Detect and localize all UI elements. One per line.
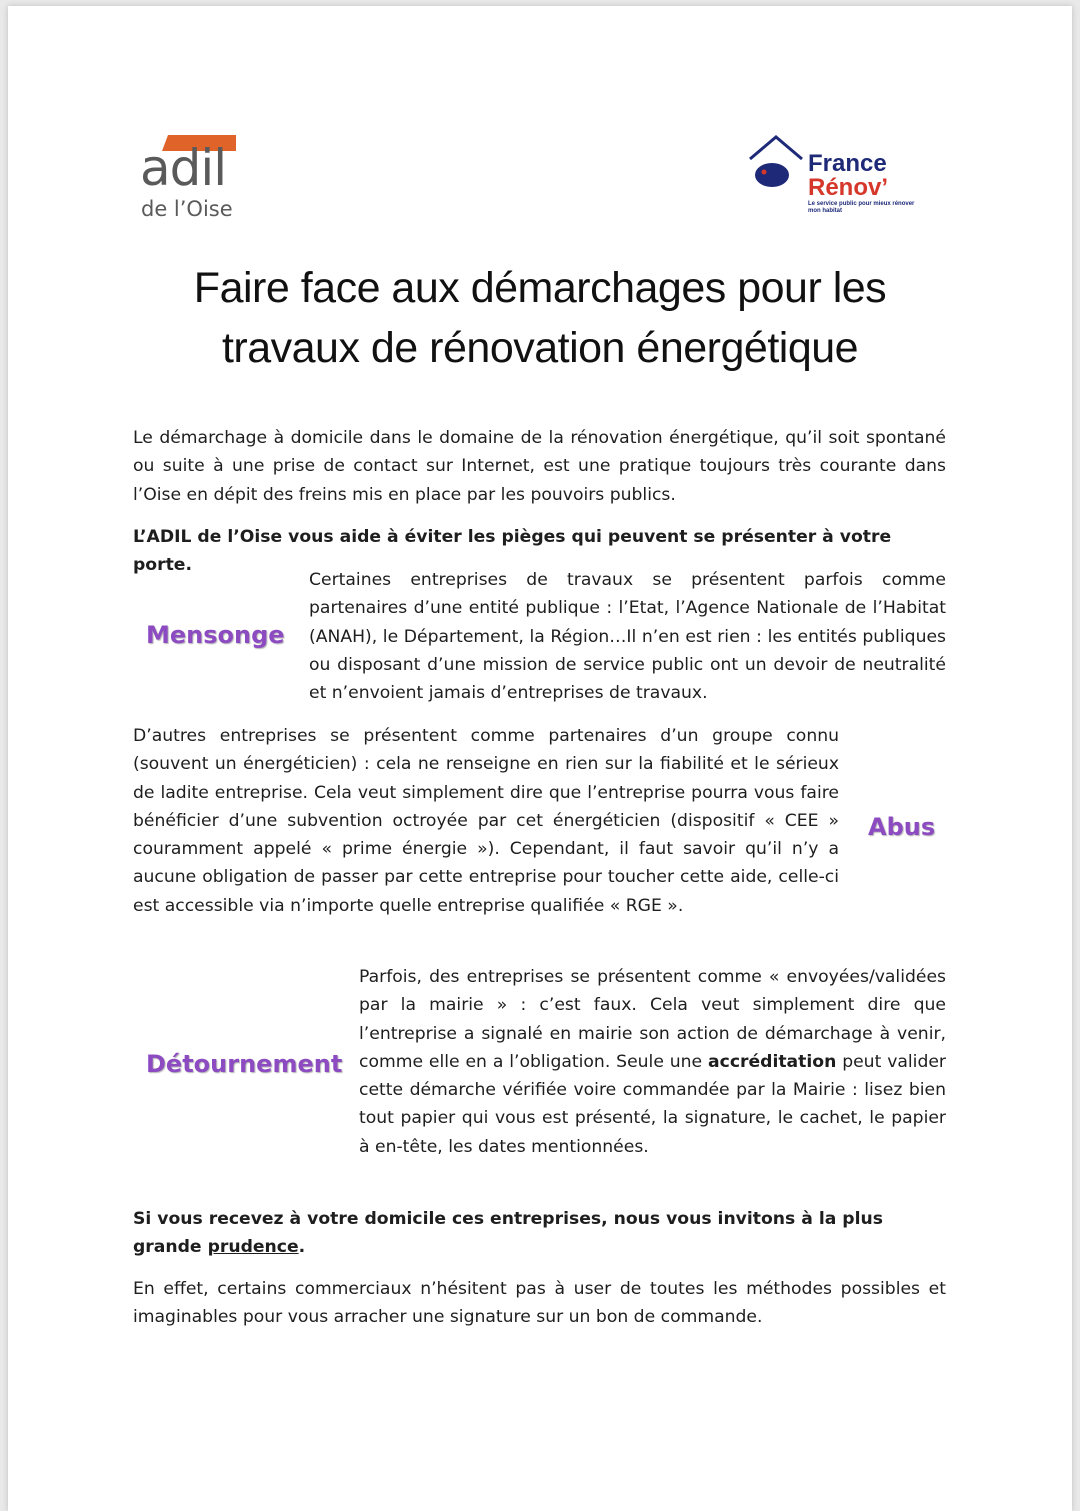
adil-logo-subtitle: de l’Oise <box>141 197 233 221</box>
warning-end: . <box>298 1237 306 1258</box>
france-renov-logo <box>748 135 948 225</box>
tag-mensonge: Mensonge <box>146 621 285 649</box>
tag-abus: Abus <box>868 813 936 841</box>
intro-paragraph: Le démarchage à domicile dans le domaine de la rénovation énergétique, qu’il soit spontané ou suite à une prise de contact sur Internet, est une pratique toujours très courante dans l’Oise en dépit des freins mis en place par les pouvoirs publics. <box>133 428 946 505</box>
abus-paragraph: D’autres entreprises se présentent comme partenaires d’un groupe connu (souvent un énergéticien) : cela ne renseigne en rien sur la fiabilité et le sérieux de ladite entreprise. Cela veut simplement dire que l’entreprise pourra vous faire bénéficier d’une subvention octroyée par cet énergéticien (dispositif « CEE » couramment appelé « prime énergie »). Cependant, il faut savoir qu’il n’y a aucune obligation de passer par cette entreprise pour toucher cette aide, celle-ci est accessible via n’importe quelle entreprise qualifiée « RGE ». <box>133 726 839 916</box>
adil-logo-word: adil <box>140 139 227 197</box>
france-renov-line2: Rénov’ <box>808 174 889 201</box>
france-renov-line1: France <box>808 150 887 177</box>
house-icon <box>748 135 810 193</box>
detournement-text-after: peut valider cette démarche vérifiée voire commandée par la Mairie : lisez bien tout papier qui vous est présenté, la signature, le cachet, le papier à en-tête, les dates mentionnées. <box>359 1051 946 1157</box>
warning-underlined-word: prudence <box>207 1237 299 1258</box>
tag-detournement: Détournement <box>146 1050 343 1078</box>
closing-paragraph: En effet, certains commerciaux n’hésitent pas à user de toutes les méthodes possibles et imaginables pour vous arracher une signature sur un bon de commande. <box>133 1279 946 1328</box>
warning-text: Si vous recevez à votre domicile ces entreprises, nous vous invitons à la plus grande <box>133 1209 883 1258</box>
page-title: Faire face aux démarchages pour les travaux de rénovation énergétique <box>193 264 887 372</box>
detournement-paragraph <box>359 963 946 1161</box>
france-renov-tagline: Le service public pour mieux rénover mon habitat <box>808 201 915 214</box>
lead-paragraph: L’ADIL de l’Oise vous aide à éviter les pièges qui peuvent se présenter à votre porte. <box>133 527 892 576</box>
detournement-text-before: Parfois, des entreprises se présentent comme « envoyées/validées par la mairie » : c’est faux. Cela veut simplement dire que l’entreprise a signalé en mairie son action de démarchage à venir, comme elle en a l’obligation. Seule une <box>359 967 946 1072</box>
adil-logo <box>140 132 250 224</box>
mensonge-paragraph: Certaines entreprises de travaux se présentent parfois comme partenaires d’une entité publique : l’Etat, l’Agence Nationale de l’Habitat (ANAH), le Département, la Région…Il n’en est rien : les entités publiques ou disposant d’une mission de service public ont un devoir de neutralité et n’envoient jamais d’entreprises de travaux. <box>309 570 946 704</box>
warning-paragraph <box>133 1205 893 1262</box>
detournement-bold-word: accréditation <box>708 1051 837 1072</box>
